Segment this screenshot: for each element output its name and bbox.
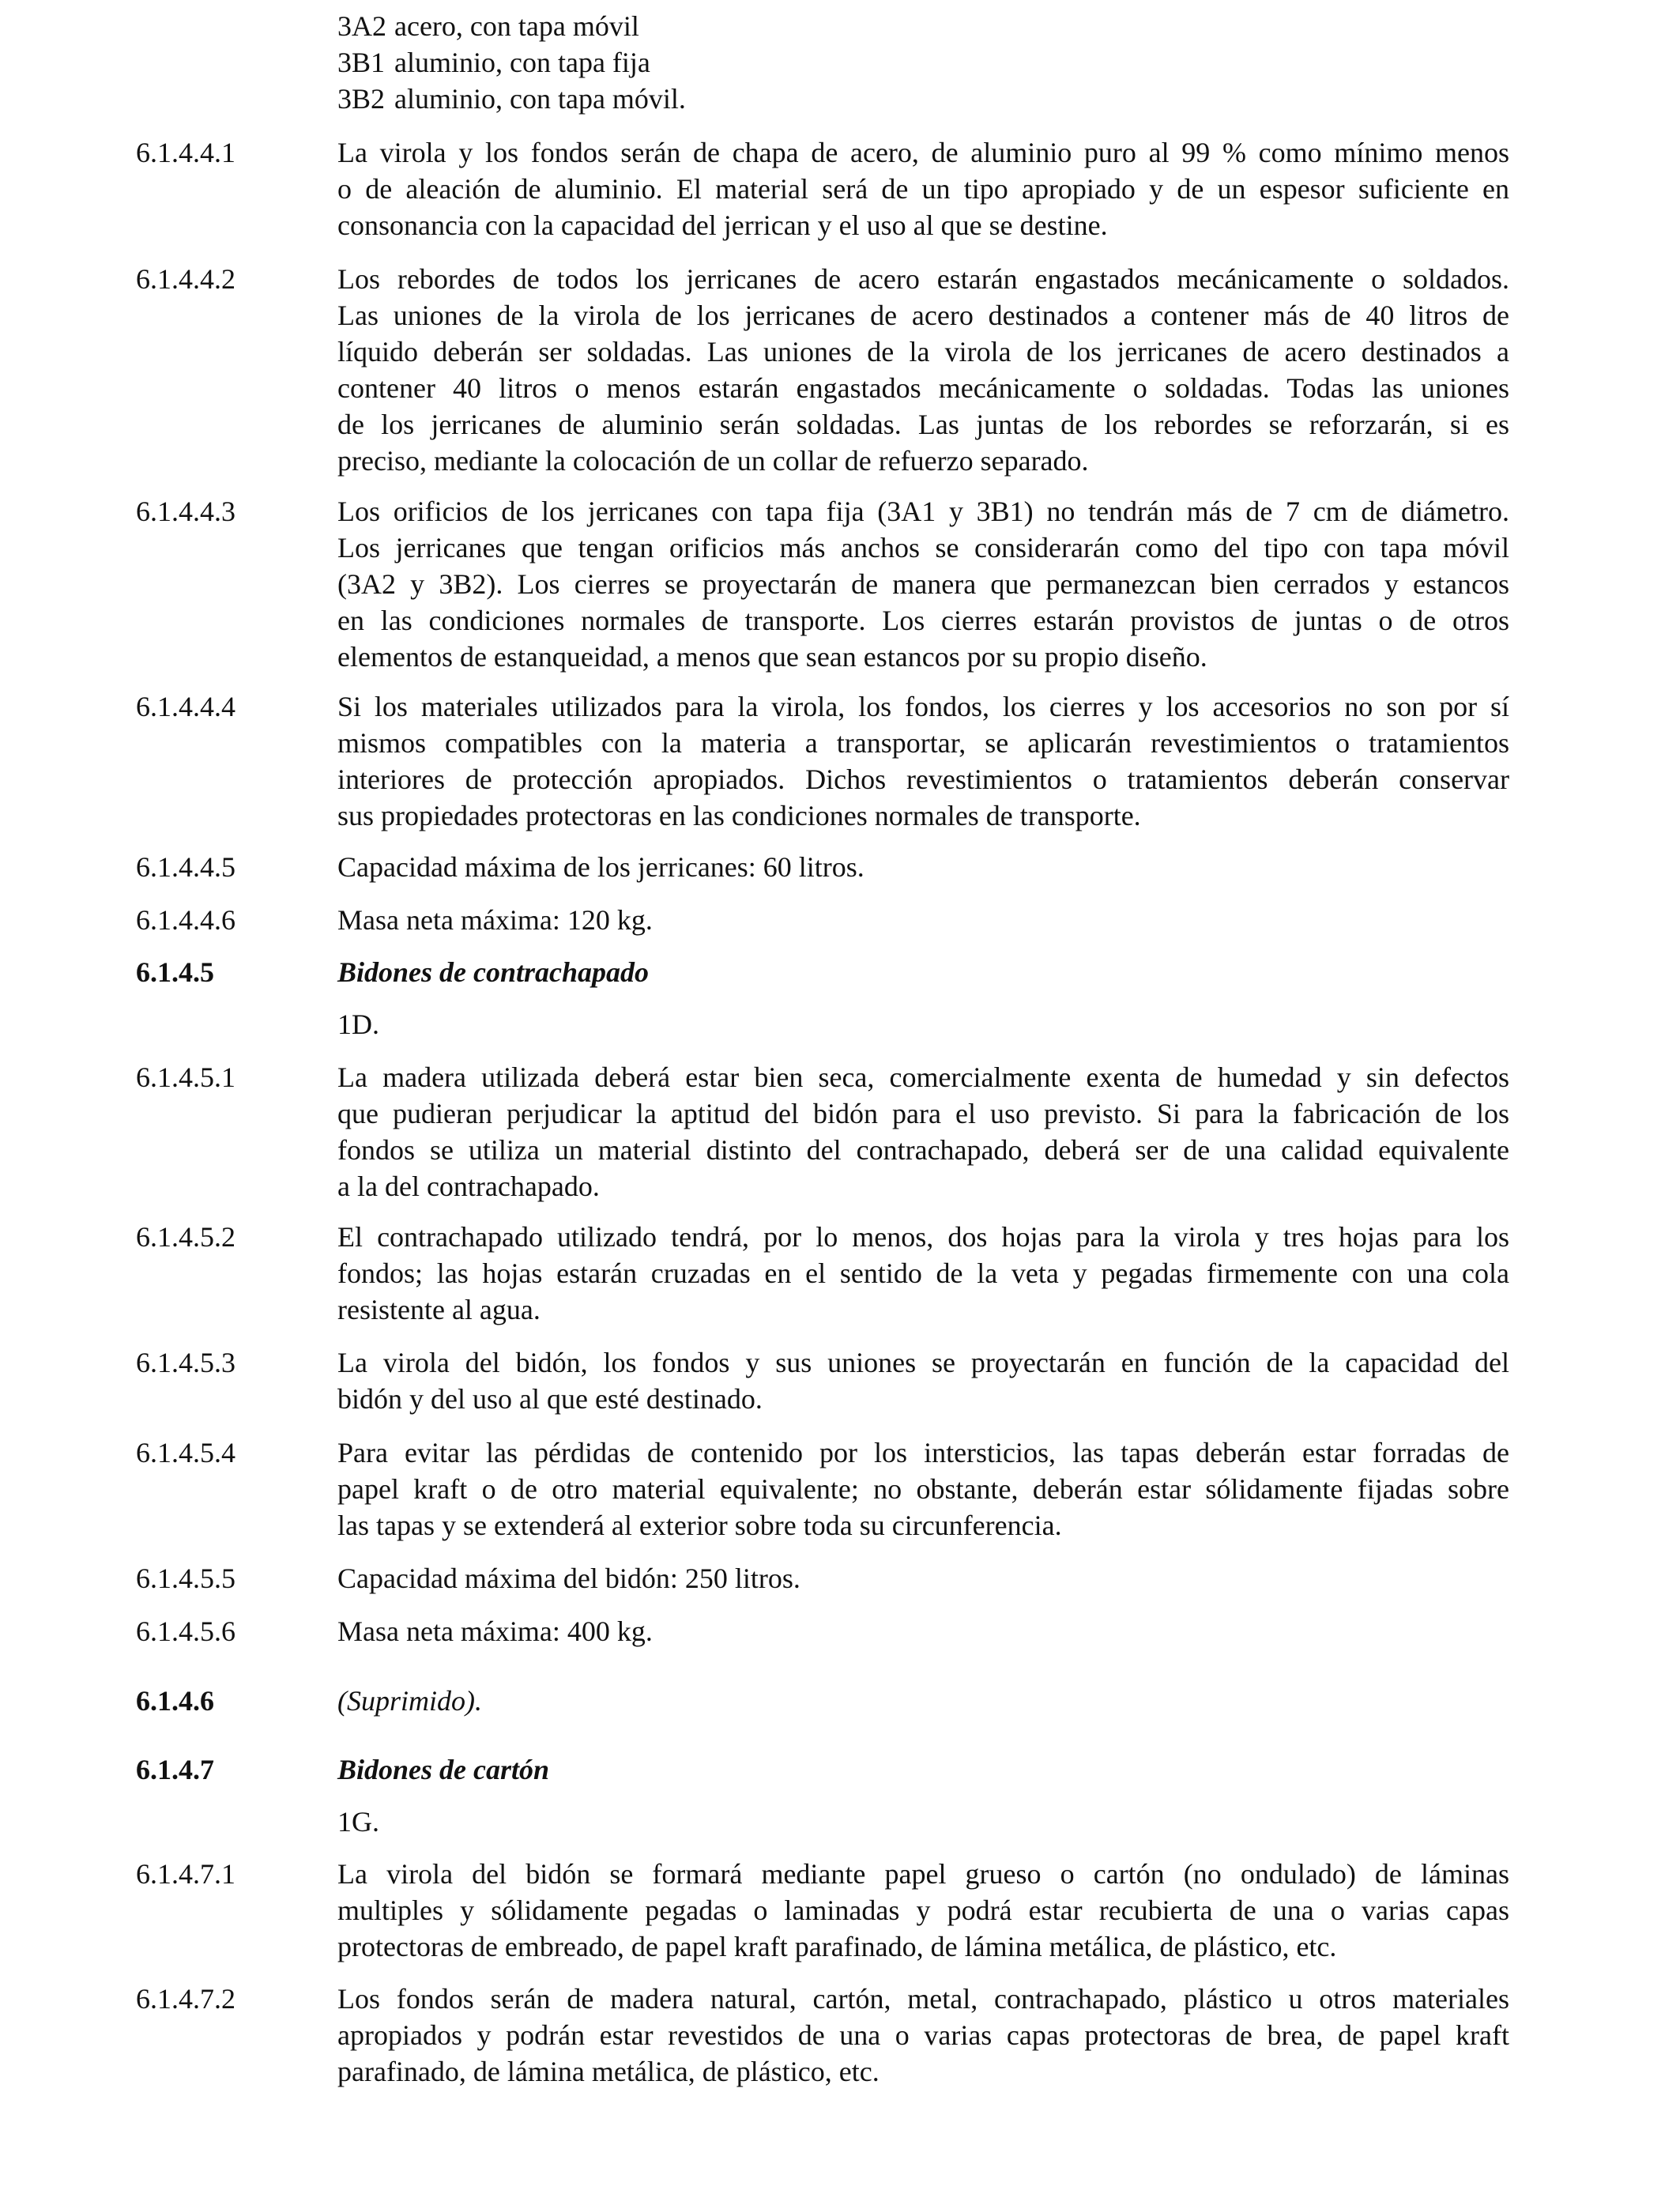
paragraph-line: Los fondos serán de madera natural, cartón, metal, contrachapado, plástico u otros materiales [337,1983,1509,2015]
section-number: 6.1.4.5.3 [136,1347,235,1378]
paragraph-line: a la del contrachapado. [337,1171,600,1202]
paragraph-line: La virola del bidón, los fondos y sus uniones se proyectarán en función de la capacidad del [337,1347,1509,1378]
section-paragraph [337,134,1509,243]
paragraph-line: elementos de estanqueidad, a menos que sean estancos por su propio diseño. [337,641,1207,673]
paragraph-line: en las condiciones normales de transporte. Los cierres estarán provistos de juntas o de otros [337,605,1509,636]
list-item [337,81,686,117]
section-heading: Bidones de contrachapado [337,956,650,988]
paragraph-line: contener 40 litros o menos estarán engastados mecánicamente o soldadas. Todas las uniones [337,372,1509,404]
paragraph-line: apropiados y podrán estar revestidos de una o varias capas protectoras de brea, de papel kraft [337,2019,1509,2051]
section-paragraph [337,688,1509,834]
paragraph-line: resistente al agua. [337,1294,541,1325]
paragraph-line: Masa neta máxima: 120 kg. [337,904,653,936]
section-paragraph [337,493,1509,675]
paragraph-line: Capacidad máxima del bidón: 250 litros. [337,1563,800,1594]
paragraph-line: sus propiedades protectoras en las condiciones normales de transporte. [337,800,1141,831]
list-item [337,44,686,81]
section-number: 6.1.4.4.4 [136,691,235,722]
section-paragraph [337,1219,1509,1328]
section-number: 6.1.4.4.3 [136,496,235,527]
section-paragraph [337,261,1509,479]
paragraph-line: interiores de protección apropiados. Dichos revestimientos o tratamientos deberán conservar [337,763,1509,795]
section-number: 6.1.4.7.1 [136,1858,235,1890]
paragraph-line: consonancia con la capacidad del jerrican y el uso al que se destine. [337,209,1108,241]
section-paragraph [337,1059,1509,1204]
section-number: 6.1.4.5.4 [136,1437,235,1468]
section-number: 6.1.4.7.2 [136,1983,235,2015]
section-paragraph [337,1434,1509,1544]
packaging-code: 1D. [337,1008,379,1040]
paragraph-line: protectoras de embreado, de papel kraft parafinado, de lámina metálica, de plástico, etc. [337,1931,1337,1962]
section-paragraph [337,1981,1509,2090]
paragraph-line: El contrachapado utilizado tendrá, por lo menos, dos hojas para la virola y tres hojas para los [337,1221,1509,1253]
paragraph-line: líquido deberán ser soldadas. Las uniones de la virola de los jerricanes de acero destinados a [337,336,1509,368]
section-paragraph [337,1344,1509,1417]
section-number: 6.1.4.7 [136,1754,214,1785]
paragraph-line: Los jerricanes que tengan orificios más anchos se considerarán como del tipo con tapa móvil [337,532,1509,564]
section-number: 6.1.4.5.2 [136,1221,235,1253]
paragraph-line: La virola del bidón se formará mediante papel grueso o cartón (no ondulado) de láminas [337,1858,1509,1890]
paragraph-line: mismos compatibles con la materia a transportar, se aplicarán revestimientos o tratamientos [337,727,1509,759]
section-paragraph [337,849,1509,885]
section-number: 6.1.4.6 [136,1685,214,1717]
section-paragraph [337,902,1509,938]
section-number: 6.1.4.4.1 [136,137,235,168]
paragraph-line: papel kraft o de otro material equivalente; no obstante, deberán estar sólidamente fijadas sobre [337,1473,1509,1505]
packaging-description: aluminio, con tapa fija [394,47,650,78]
section-number: 6.1.4.5.1 [136,1061,235,1093]
paragraph-line: las tapas y se extenderá al exterior sobre toda su circunferencia. [337,1510,1062,1541]
paragraph-line: parafinado, de lámina metálica, de plástico, etc. [337,2056,880,2087]
section-paragraph [337,1613,1509,1649]
paragraph-line: que pudieran perjudicar la aptitud del bidón para el uso previsto. Si para la fabricación de los [337,1098,1509,1129]
paragraph-line: fondos se utiliza un material distinto del contrachapado, deberá ser de una calidad equivalente [337,1134,1509,1166]
paragraph-line: preciso, mediante la colocación de un collar de refuerzo separado. [337,445,1089,477]
section-number: 6.1.4.5 [136,956,214,988]
packaging-code-list [337,8,686,117]
paragraph-line: (3A2 y 3B2). Los cierres se proyectarán de manera que permanezcan bien cerrados y estancos [337,568,1509,600]
packaging-description: acero, con tapa móvil [394,10,639,42]
section-number: 6.1.4.4.6 [136,904,235,936]
list-item [337,8,686,44]
packaging-code: 3B2 [337,83,386,115]
packaging-code: 3A2 [337,10,386,42]
section-number: 6.1.4.5.5 [136,1563,235,1594]
paragraph-line: de los jerricanes de aluminio serán soldadas. Las juntas de los rebordes se reforzarán, si es [337,409,1509,440]
paragraph-line: Los orificios de los jerricanes con tapa fija (3A1 y 3B1) no tendrán más de 7 cm de diámetro. [337,496,1509,527]
paragraph-line: Los rebordes de todos los jerricanes de acero estarán engastados mecánicamente o soldados. [337,263,1509,295]
section-paragraph [337,1856,1509,1965]
paragraph-line: Si los materiales utilizados para la virola, los fondos, los cierres y los accesorios no son por sí [337,691,1509,722]
section-paragraph [337,1560,1509,1596]
paragraph-line: Capacidad máxima de los jerricanes: 60 litros. [337,851,864,883]
paragraph-line: fondos; las hojas estarán cruzadas en el sentido de la veta y pegadas firmemente con una cola [337,1257,1509,1289]
paragraph-line: Las uniones de la virola de los jerricanes de acero destinados a contener más de 40 litros de [337,300,1509,331]
paragraph-line: La virola y los fondos serán de chapa de acero, de aluminio puro al 99 % como mínimo menos [337,137,1509,168]
paragraph-line: Masa neta máxima: 400 kg. [337,1615,653,1647]
section-status: (Suprimido). [337,1685,482,1717]
packaging-code: 3B1 [337,47,386,78]
paragraph-line: o de aleación de aluminio. El material será de un tipo apropiado y de un espesor suficiente en [337,173,1509,205]
section-number: 6.1.4.4.2 [136,263,235,295]
packaging-code: 1G. [337,1806,379,1838]
paragraph-line: Para evitar las pérdidas de contenido por los intersticios, las tapas deberán estar forradas de [337,1437,1509,1468]
section-heading: Bidones de cartón [337,1754,550,1785]
paragraph-line: multiples y sólidamente pegadas o laminadas y podrá estar recubierta de una o varias capas [337,1894,1509,1926]
section-number: 6.1.4.4.5 [136,851,235,883]
packaging-description: aluminio, con tapa móvil. [394,83,686,115]
section-number: 6.1.4.5.6 [136,1615,235,1647]
paragraph-line: La madera utilizada deberá estar bien seca, comercialmente exenta de humedad y sin defectos [337,1061,1509,1093]
paragraph-line: bidón y del uso al que esté destinado. [337,1383,763,1415]
